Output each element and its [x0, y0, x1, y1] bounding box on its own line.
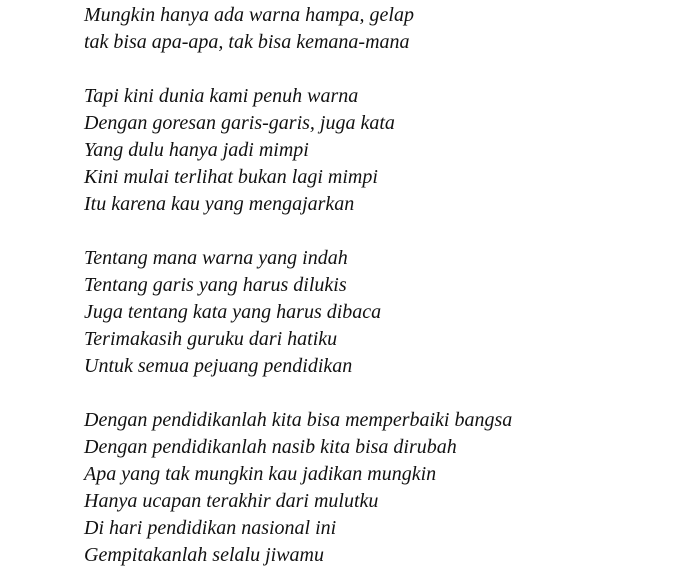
poem-line: Dengan pendidikanlah nasib kita bisa dirubah: [84, 436, 457, 458]
stanza-1: [84, 2, 512, 56]
stanza-3: [84, 245, 512, 380]
poem-line: Gempitakanlah selalu jiwamu: [84, 544, 324, 566]
stanza-4: [84, 407, 512, 569]
stanza-2: [84, 83, 512, 218]
poem-line: Yang dulu hanya jadi mimpi: [84, 139, 309, 161]
poem-line: Tapi kini dunia kami penuh warna: [84, 85, 359, 107]
poem-line: tak bisa apa-apa, tak bisa kemana-mana: [84, 31, 410, 53]
poem-line: Dengan pendidikanlah kita bisa memperbaiki bangsa: [84, 409, 513, 431]
poem-text: [84, 2, 512, 569]
poem-line: Hanya ucapan terakhir dari mulutku: [84, 490, 379, 512]
poem-line: Juga tentang kata yang harus dibaca: [84, 301, 382, 323]
poem-line: Tentang mana warna yang indah: [84, 247, 348, 269]
poem-line: Itu karena kau yang mengajarkan: [84, 193, 355, 215]
poem-line: Tentang garis yang harus dilukis: [84, 274, 347, 296]
poem-line: Mungkin hanya ada warna hampa, gelap: [84, 4, 414, 26]
poem-line: Di hari pendidikan nasional ini: [84, 517, 337, 539]
poem-line: Dengan goresan garis-garis, juga kata: [84, 112, 395, 134]
poem-line: Untuk semua pejuang pendidikan: [84, 355, 353, 377]
poem-line: Apa yang tak mungkin kau jadikan mungkin: [84, 463, 437, 485]
poem-line: Terimakasih guruku dari hatiku: [84, 328, 338, 350]
poem-line: Kini mulai terlihat bukan lagi mimpi: [84, 166, 378, 188]
